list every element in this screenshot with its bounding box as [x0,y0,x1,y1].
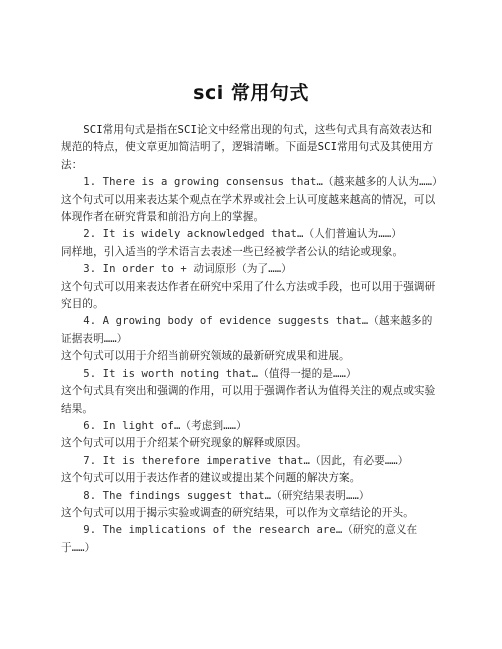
item-heading: 1. There is a growing consensus that…（越来越多的人认为……） [83,176,443,189]
item-heading: 9. The implications of the research are…（研究的意义在于……） [61,524,418,554]
item-explanation: 这个句式具有突出和强调的作用，可以用于强调作者认为值得关注的观点或实验结果。 [61,385,436,415]
intro-paragraph: SCI常用句式是指在SCI论文中经常出现的句式，这些句式具有高效表达和规范的特点，使文章更加简洁明了，逻辑清晰。下面是SCI常用句式及其使用方法： [61,124,434,171]
item-explanation: 这个句式可以用于表达作者的建议或提出某个问题的解决方案。 [61,472,361,485]
page-title: sci 常用句式 [193,82,309,104]
item-heading: 4. A growing body of evidence suggests that…（越来越多的证据表明……） [61,315,433,345]
item-heading: 5. It is worth noting that…（值得一提的是……） [83,367,357,380]
item-explanation: 同样地，引入适当的学术语言去表述一些已经被学者公认的结论或现象。 [61,245,404,258]
item-explanation: 这个句式可以用来表达某个观点在学术界或社会上认可度越来越高的情况，可以体现作者在研究背景和前沿方向上的掌握。 [61,193,436,224]
item-heading: 2. It is widely acknowledged that…（人们普遍认为……） [83,228,403,241]
item-heading: 6. In light of…（考虑到……） [83,419,247,432]
item-explanation: 这个句式可以用于介绍某个研究现象的解释或原因。 [61,437,307,450]
item-heading: 8. The findings suggest that…（研究结果表明……） [83,489,370,502]
document-body [61,122,441,557]
item-heading: 7. It is therefore imperative that…（因此，有必要……） [83,454,409,467]
item-explanation: 这个句式可以用于介绍当前研究领域的最新研究成果和进展。 [61,350,350,363]
item-heading: 3. In order to + 动词原形（为了……） [83,263,292,276]
item-explanation: 这个句式可以用于揭示实验或调查的研究结果，可以作为文章结论的开头。 [61,506,414,519]
item-explanation: 这个句式可以用来表达作者在研究中采用了什么方法或手段，也可以用于强调研究目的。 [61,280,436,311]
